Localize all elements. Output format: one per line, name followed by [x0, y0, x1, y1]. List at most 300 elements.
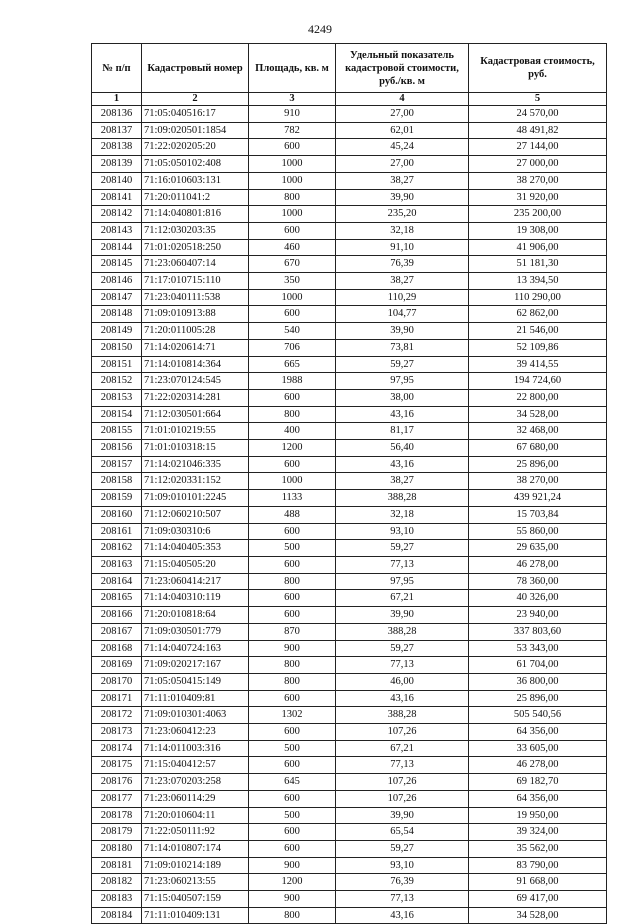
unit-value: 77,13 [336, 556, 469, 573]
row-index: 208177 [92, 790, 142, 807]
cadastral-number: 71:23:070124:545 [142, 373, 249, 390]
area: 900 [249, 891, 336, 908]
cadastral-number: 71:14:021046:335 [142, 456, 249, 473]
table-row [92, 406, 607, 423]
cadastral-value: 31 920,00 [469, 189, 607, 206]
row-index: 208149 [92, 323, 142, 340]
row-index: 208160 [92, 506, 142, 523]
cadastral-number: 71:15:040505:20 [142, 556, 249, 573]
table-row [92, 623, 607, 640]
table-row [92, 657, 607, 674]
unit-value: 104,77 [336, 306, 469, 323]
unit-value: 38,27 [336, 172, 469, 189]
unit-value: 46,00 [336, 673, 469, 690]
table-row [92, 256, 607, 273]
unit-value: 39,90 [336, 807, 469, 824]
row-index: 208173 [92, 724, 142, 741]
unit-value: 388,28 [336, 623, 469, 640]
cadastral-number: 71:12:060210:507 [142, 506, 249, 523]
table-row [92, 490, 607, 507]
cadastral-value: 41 906,00 [469, 239, 607, 256]
cadastral-value: 19 308,00 [469, 222, 607, 239]
cadastral-value: 91 668,00 [469, 874, 607, 891]
row-index: 208174 [92, 740, 142, 757]
unit-value: 76,39 [336, 874, 469, 891]
cadastral-value: 55 860,00 [469, 523, 607, 540]
unit-value: 38,27 [336, 473, 469, 490]
unit-value: 67,21 [336, 740, 469, 757]
unit-value: 388,28 [336, 490, 469, 507]
cadastral-number: 71:14:040310:119 [142, 590, 249, 607]
cadastral-value: 13 394,50 [469, 273, 607, 290]
row-index: 208139 [92, 156, 142, 173]
area: 600 [249, 222, 336, 239]
area: 600 [249, 607, 336, 624]
table-row [92, 239, 607, 256]
unit-value: 77,13 [336, 757, 469, 774]
area: 670 [249, 256, 336, 273]
unit-value: 93,10 [336, 523, 469, 540]
cadastral-value: 33 605,00 [469, 740, 607, 757]
table-row [92, 222, 607, 239]
cadastral-value: 19 950,00 [469, 807, 607, 824]
table-row [92, 456, 607, 473]
cadastral-value: 22 800,00 [469, 389, 607, 406]
table-row [92, 607, 607, 624]
cadastral-value: 36 800,00 [469, 673, 607, 690]
cadastral-number: 71:22:050111:92 [142, 824, 249, 841]
row-index: 208156 [92, 440, 142, 457]
row-index: 208143 [92, 222, 142, 239]
cadastral-number: 71:14:011003:316 [142, 740, 249, 757]
row-index: 208163 [92, 556, 142, 573]
area: 800 [249, 189, 336, 206]
unit-value: 56,40 [336, 440, 469, 457]
area: 488 [249, 506, 336, 523]
unit-value: 110,29 [336, 289, 469, 306]
cadastral-value: 48 491,82 [469, 122, 607, 139]
unit-value: 59,27 [336, 640, 469, 657]
cadastral-number: 71:16:010603:131 [142, 172, 249, 189]
unit-value: 107,26 [336, 790, 469, 807]
table-row [92, 440, 607, 457]
area: 600 [249, 790, 336, 807]
row-index: 208158 [92, 473, 142, 490]
table-row [92, 757, 607, 774]
cadastral-number: 71:09:020217:167 [142, 657, 249, 674]
cadastral-value: 110 290,00 [469, 289, 607, 306]
row-index: 208152 [92, 373, 142, 390]
area: 600 [249, 523, 336, 540]
cadastral-number: 71:01:020518:250 [142, 239, 249, 256]
cadastral-value: 194 724,60 [469, 373, 607, 390]
table-row [92, 122, 607, 139]
area: 600 [249, 590, 336, 607]
row-index: 208167 [92, 623, 142, 640]
area: 706 [249, 339, 336, 356]
area: 1988 [249, 373, 336, 390]
cadastral-number: 71:23:060407:14 [142, 256, 249, 273]
row-index: 208166 [92, 607, 142, 624]
unit-value: 97,95 [336, 373, 469, 390]
row-index: 208147 [92, 289, 142, 306]
unit-value: 93,10 [336, 857, 469, 874]
table-row [92, 857, 607, 874]
cadastral-number: 71:01:010219:55 [142, 423, 249, 440]
area: 800 [249, 406, 336, 423]
header-index: № п/п [92, 44, 142, 93]
unit-value: 59,27 [336, 840, 469, 857]
row-index: 208146 [92, 273, 142, 290]
table-row [92, 690, 607, 707]
unit-value: 67,21 [336, 590, 469, 607]
row-index: 208162 [92, 540, 142, 557]
cadastral-value: 83 790,00 [469, 857, 607, 874]
table-row [92, 824, 607, 841]
area: 600 [249, 690, 336, 707]
area: 1000 [249, 473, 336, 490]
table-row [92, 156, 607, 173]
table-row [92, 289, 607, 306]
area: 1000 [249, 156, 336, 173]
header-unit-value: Удельный показатель кадастровой стоимости, руб./кв. м [336, 44, 469, 93]
area: 782 [249, 122, 336, 139]
table-body [92, 106, 607, 924]
row-index: 208184 [92, 907, 142, 924]
table-row [92, 907, 607, 924]
row-index: 208151 [92, 356, 142, 373]
area: 1302 [249, 707, 336, 724]
table-row [92, 423, 607, 440]
area: 800 [249, 573, 336, 590]
unit-value: 32,18 [336, 506, 469, 523]
unit-value: 43,16 [336, 690, 469, 707]
unit-value: 91,10 [336, 239, 469, 256]
header-area: Площадь, кв. м [249, 44, 336, 93]
unit-value: 235,20 [336, 206, 469, 223]
cadastral-value: 27 000,00 [469, 156, 607, 173]
cadastral-number: 71:09:010214:189 [142, 857, 249, 874]
unit-value: 59,27 [336, 356, 469, 373]
table-row [92, 774, 607, 791]
area: 645 [249, 774, 336, 791]
unit-value: 73,81 [336, 339, 469, 356]
cadastral-value: 52 109,86 [469, 339, 607, 356]
table-row [92, 540, 607, 557]
unit-value: 81,17 [336, 423, 469, 440]
cadastral-number: 71:09:010913:88 [142, 306, 249, 323]
area: 1000 [249, 206, 336, 223]
cadastral-value: 64 356,00 [469, 790, 607, 807]
row-index: 208164 [92, 573, 142, 590]
table-row [92, 473, 607, 490]
cadastral-number: 71:14:040801:816 [142, 206, 249, 223]
table-row [92, 139, 607, 156]
cadastral-value: 38 270,00 [469, 172, 607, 189]
cadastral-number: 71:12:030501:664 [142, 406, 249, 423]
unit-value: 39,90 [336, 323, 469, 340]
row-index: 208183 [92, 891, 142, 908]
cadastral-value: 34 528,00 [469, 907, 607, 924]
table-row [92, 273, 607, 290]
table-row [92, 590, 607, 607]
area: 600 [249, 139, 336, 156]
cadastral-number: 71:20:010604:11 [142, 807, 249, 824]
table-row [92, 306, 607, 323]
cadastral-number: 71:12:030203:35 [142, 222, 249, 239]
table-row [92, 523, 607, 540]
cadastral-value: 15 703,84 [469, 506, 607, 523]
row-index: 208141 [92, 189, 142, 206]
cadastral-number: 71:23:060213:55 [142, 874, 249, 891]
area: 600 [249, 306, 336, 323]
cadastral-number: 71:23:060414:217 [142, 573, 249, 590]
cadastral-number: 71:09:020501:1854 [142, 122, 249, 139]
unit-value: 38,27 [336, 273, 469, 290]
cadastral-number: 71:09:030501:779 [142, 623, 249, 640]
row-index: 208148 [92, 306, 142, 323]
cadastral-number: 71:11:010409:131 [142, 907, 249, 924]
cadastral-number: 71:14:040405:353 [142, 540, 249, 557]
column-number-row [92, 93, 607, 106]
cadastral-number: 71:11:010409:81 [142, 690, 249, 707]
area: 1133 [249, 490, 336, 507]
area: 870 [249, 623, 336, 640]
area: 1200 [249, 440, 336, 457]
unit-value: 59,27 [336, 540, 469, 557]
cadastral-number: 71:20:010818:64 [142, 607, 249, 624]
table-row [92, 840, 607, 857]
cadastral-number: 71:09:030310:6 [142, 523, 249, 540]
area: 500 [249, 807, 336, 824]
unit-value: 43,16 [336, 456, 469, 473]
cadastral-number: 71:05:050415:149 [142, 673, 249, 690]
area: 600 [249, 840, 336, 857]
area: 600 [249, 556, 336, 573]
row-index: 208180 [92, 840, 142, 857]
table-row [92, 640, 607, 657]
table-row [92, 724, 607, 741]
table-row [92, 339, 607, 356]
row-index: 208181 [92, 857, 142, 874]
table-row [92, 707, 607, 724]
cadastral-number: 71:15:040507:159 [142, 891, 249, 908]
table-row [92, 206, 607, 223]
row-index: 208138 [92, 139, 142, 156]
table-row [92, 573, 607, 590]
area: 800 [249, 673, 336, 690]
cadastral-number: 71:23:070203:258 [142, 774, 249, 791]
cadastral-value: 25 896,00 [469, 456, 607, 473]
area: 500 [249, 540, 336, 557]
unit-value: 97,95 [336, 573, 469, 590]
cadastral-value: 27 144,00 [469, 139, 607, 156]
row-index: 208145 [92, 256, 142, 273]
area: 350 [249, 273, 336, 290]
cadastral-number: 71:05:040516:17 [142, 106, 249, 123]
table-row [92, 740, 607, 757]
row-index: 208182 [92, 874, 142, 891]
cadastral-value: 439 921,24 [469, 490, 607, 507]
area: 800 [249, 657, 336, 674]
cadastral-value: 235 200,00 [469, 206, 607, 223]
table-row [92, 356, 607, 373]
header-row [92, 44, 607, 93]
cadastral-value: 46 278,00 [469, 556, 607, 573]
cadastral-number: 71:01:010318:15 [142, 440, 249, 457]
cadastral-value: 25 896,00 [469, 690, 607, 707]
table-row [92, 506, 607, 523]
area: 910 [249, 106, 336, 123]
cadastral-value: 51 181,30 [469, 256, 607, 273]
cadastral-number: 71:14:010807:174 [142, 840, 249, 857]
table-row [92, 389, 607, 406]
row-index: 208161 [92, 523, 142, 540]
area: 900 [249, 857, 336, 874]
cadastral-value: 64 356,00 [469, 724, 607, 741]
area: 665 [249, 356, 336, 373]
cadastral-value: 34 528,00 [469, 406, 607, 423]
table-row [92, 172, 607, 189]
cadastral-number: 71:23:040111:538 [142, 289, 249, 306]
unit-value: 27,00 [336, 156, 469, 173]
row-index: 208171 [92, 690, 142, 707]
unit-value: 32,18 [336, 222, 469, 239]
row-index: 208172 [92, 707, 142, 724]
table-row [92, 373, 607, 390]
row-index: 208137 [92, 122, 142, 139]
cadastral-number: 71:14:020614:71 [142, 339, 249, 356]
area: 400 [249, 423, 336, 440]
area: 600 [249, 456, 336, 473]
unit-value: 45,24 [336, 139, 469, 156]
cadastral-number: 71:14:040724:163 [142, 640, 249, 657]
area: 500 [249, 740, 336, 757]
cadastral-value: 61 704,00 [469, 657, 607, 674]
unit-value: 76,39 [336, 256, 469, 273]
cadastral-value: 78 360,00 [469, 573, 607, 590]
cadastral-number: 71:20:011005:28 [142, 323, 249, 340]
cadastral-value: 39 324,00 [469, 824, 607, 841]
cadastral-value: 23 940,00 [469, 607, 607, 624]
table-row [92, 807, 607, 824]
cadastral-number: 71:15:040412:57 [142, 757, 249, 774]
row-index: 208170 [92, 673, 142, 690]
cadastral-value: 38 270,00 [469, 473, 607, 490]
table-row [92, 106, 607, 123]
cadastral-number: 71:09:010101:2245 [142, 490, 249, 507]
table-row [92, 790, 607, 807]
unit-value: 38,00 [336, 389, 469, 406]
cadastral-value: 69 182,70 [469, 774, 607, 791]
unit-value: 27,00 [336, 106, 469, 123]
cadastral-value: 32 468,00 [469, 423, 607, 440]
column-number: 1 [92, 93, 142, 106]
column-number: 2 [142, 93, 249, 106]
unit-value: 65,54 [336, 824, 469, 841]
area: 600 [249, 389, 336, 406]
cadastral-value: 337 803,60 [469, 623, 607, 640]
cadastral-number: 71:22:020205:20 [142, 139, 249, 156]
row-index: 208175 [92, 757, 142, 774]
unit-value: 62,01 [336, 122, 469, 139]
area: 600 [249, 757, 336, 774]
cadastral-number: 71:17:010715:110 [142, 273, 249, 290]
cadastral-number: 71:05:050102:408 [142, 156, 249, 173]
cadastral-number: 71:09:010301:4063 [142, 707, 249, 724]
unit-value: 107,26 [336, 724, 469, 741]
row-index: 208169 [92, 657, 142, 674]
table-row [92, 673, 607, 690]
cadastral-table [91, 43, 607, 924]
row-index: 208154 [92, 406, 142, 423]
unit-value: 39,90 [336, 189, 469, 206]
table-row [92, 189, 607, 206]
table-row [92, 556, 607, 573]
area: 900 [249, 640, 336, 657]
cadastral-value: 62 862,00 [469, 306, 607, 323]
row-index: 208159 [92, 490, 142, 507]
area: 600 [249, 824, 336, 841]
row-index: 208168 [92, 640, 142, 657]
column-number: 5 [469, 93, 607, 106]
row-index: 208142 [92, 206, 142, 223]
row-index: 208140 [92, 172, 142, 189]
row-index: 208165 [92, 590, 142, 607]
table-row [92, 323, 607, 340]
area: 460 [249, 239, 336, 256]
cadastral-number: 71:20:011041:2 [142, 189, 249, 206]
row-index: 208150 [92, 339, 142, 356]
area: 600 [249, 724, 336, 741]
row-index: 208179 [92, 824, 142, 841]
row-index: 208176 [92, 774, 142, 791]
area: 800 [249, 907, 336, 924]
area: 1200 [249, 874, 336, 891]
unit-value: 107,26 [336, 774, 469, 791]
unit-value: 388,28 [336, 707, 469, 724]
column-number: 3 [249, 93, 336, 106]
row-index: 208144 [92, 239, 142, 256]
unit-value: 77,13 [336, 891, 469, 908]
unit-value: 43,16 [336, 907, 469, 924]
header-cadastral-value: Кадастровая стоимость, руб. [469, 44, 607, 93]
unit-value: 77,13 [336, 657, 469, 674]
row-index: 208155 [92, 423, 142, 440]
cadastral-value: 46 278,00 [469, 757, 607, 774]
cadastral-number: 71:23:060412:23 [142, 724, 249, 741]
cadastral-value: 67 680,00 [469, 440, 607, 457]
cadastral-value: 69 417,00 [469, 891, 607, 908]
cadastral-value: 21 546,00 [469, 323, 607, 340]
table-row [92, 874, 607, 891]
cadastral-number: 71:12:020331:152 [142, 473, 249, 490]
cadastral-number: 71:22:020314:281 [142, 389, 249, 406]
page-number: 4249 [308, 22, 332, 36]
unit-value: 43,16 [336, 406, 469, 423]
area: 1000 [249, 172, 336, 189]
cadastral-value: 53 343,00 [469, 640, 607, 657]
cadastral-number: 71:23:060114:29 [142, 790, 249, 807]
row-index: 208136 [92, 106, 142, 123]
header-cadastral-number: Кадастровый номер [142, 44, 249, 93]
area: 540 [249, 323, 336, 340]
cadastral-value: 29 635,00 [469, 540, 607, 557]
unit-value: 39,90 [336, 607, 469, 624]
cadastral-value: 35 562,00 [469, 840, 607, 857]
row-index: 208157 [92, 456, 142, 473]
cadastral-value: 505 540,56 [469, 707, 607, 724]
